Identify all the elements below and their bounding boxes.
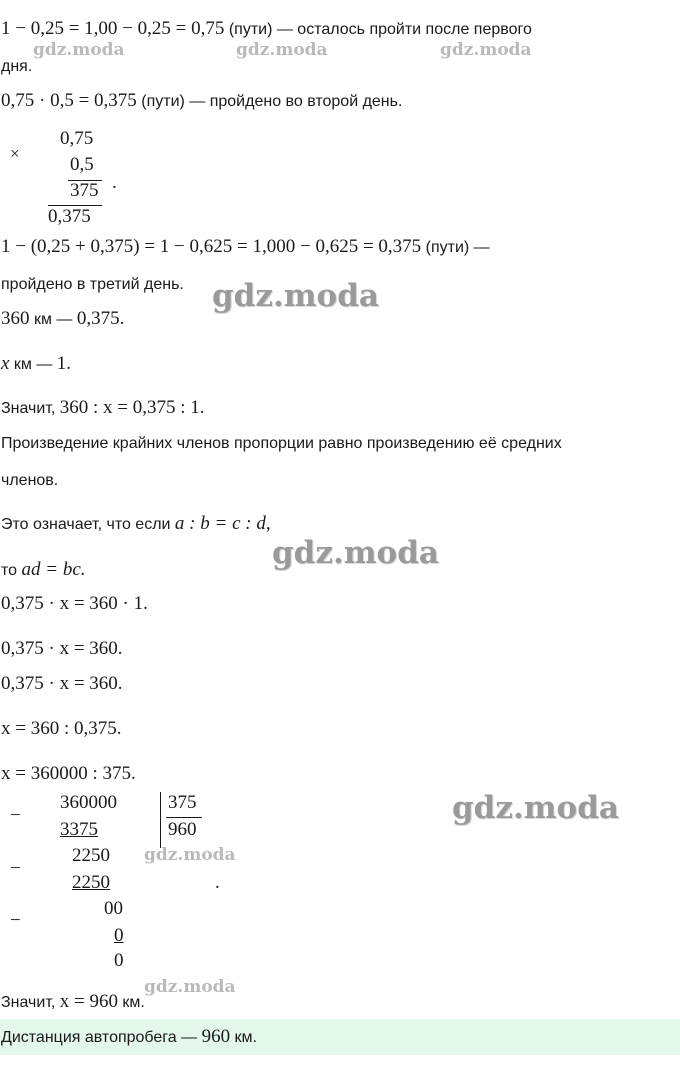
multiply-sign: ×: [10, 144, 20, 163]
line-second-day: [1, 90, 402, 113]
factor-two: 0,5: [70, 154, 94, 175]
subtract-step-1: 3375: [60, 819, 98, 840]
watermark-large: gdz.moda: [452, 790, 619, 826]
trailing-dot: .: [112, 172, 117, 193]
line-rule-statement-end: [1, 470, 58, 492]
text-fragment: (пути) — пройдено во второй день.: [136, 93, 403, 110]
text-fragment: Это означает, что если: [1, 516, 175, 533]
math-expression: x = 960: [59, 991, 118, 1012]
math-expression: 0,75 · 0,5 = 0,375: [1, 90, 137, 111]
text-fragment: то: [1, 562, 22, 579]
math-expression: 360 : x = 0,375 : 1.: [59, 397, 205, 418]
math-number: 0,375.: [76, 308, 125, 329]
watermark: gdz.moda: [144, 977, 236, 997]
watermark: gdz.moda: [236, 40, 328, 60]
watermark-large: gdz.moda: [212, 278, 379, 314]
line-equation-3: [1, 673, 123, 696]
line-x-km: [1, 353, 71, 376]
trailing-dot: .: [215, 872, 220, 893]
line-meaning: [1, 513, 271, 536]
watermark: gdz.moda: [33, 40, 125, 60]
remainder-2: 00: [104, 898, 123, 919]
watermark: gdz.moda: [144, 845, 236, 865]
line-day-word: [1, 56, 32, 78]
text-fragment: пройдено в третий день.: [1, 276, 184, 293]
line-360km: [1, 308, 124, 331]
subtract-step-2: 2250: [72, 872, 110, 893]
math-expression: 1 − 0,25 = 1,00 − 0,25 = 0,75: [1, 18, 225, 39]
line-equation-4: [1, 718, 122, 741]
text-fragment: дня.: [1, 58, 33, 75]
line-equation-1: [1, 593, 148, 616]
math-number: 360: [1, 308, 30, 329]
watermark-large: gdz.moda: [272, 535, 439, 571]
text-fragment: км —: [29, 311, 77, 328]
divisor: 375: [168, 792, 197, 813]
dividend: 360000: [60, 792, 117, 813]
text-fragment: Значит,: [1, 994, 60, 1011]
math-variable: x: [1, 353, 10, 374]
line-remaining-after-day1: [1, 18, 532, 41]
minus-sign: −: [10, 805, 21, 826]
quotient: 960: [168, 819, 197, 840]
text-fragment: км —: [9, 356, 57, 373]
text-fragment: Произведение крайних членов пропорции равно произведению её средних: [1, 435, 562, 452]
math-number: 960: [201, 1026, 231, 1047]
math-number: 1.: [56, 353, 72, 374]
quotient-rule: [166, 817, 202, 818]
answer-line: [1, 1026, 257, 1049]
line-ad-bc: [1, 559, 86, 582]
line-equation-5: [1, 763, 136, 786]
minus-sign: −: [10, 910, 21, 931]
text-fragment: км.: [117, 994, 145, 1011]
math-expression: x = 360000 : 375.: [1, 763, 136, 784]
partial-product: 375: [70, 180, 99, 201]
line-rule-statement: [1, 433, 562, 455]
text-fragment: км.: [230, 1029, 257, 1046]
line-conclusion: [1, 991, 145, 1014]
text-fragment: (пути) —: [421, 239, 490, 256]
math-expression: 0,375 · x = 360.: [1, 673, 123, 694]
text-fragment: Дистанция автопробега —: [1, 1029, 202, 1046]
subtract-step-3: 0: [114, 925, 124, 946]
watermark: gdz.moda: [440, 40, 532, 60]
math-expression: 1 − (0,25 + 0,375) = 1 − 0,625 = 1,000 − 0,625 = 0,375: [1, 236, 422, 257]
math-expression: a : b = c : d,: [174, 513, 271, 534]
line-third-day-calc: [1, 236, 490, 259]
line-equation-2: [1, 638, 123, 661]
factor-one: 0,75: [60, 128, 94, 149]
product-result: 0,375: [48, 206, 91, 227]
math-expression: ad = bc.: [21, 559, 86, 580]
math-expression: x = 360 : 0,375.: [1, 718, 122, 739]
text-fragment: Значит,: [1, 400, 60, 417]
line-proportion: [1, 397, 205, 420]
math-expression: 0,375 · x = 360 · 1.: [1, 593, 148, 614]
division-bar: [160, 792, 161, 848]
math-expression: 0,375 · x = 360.: [1, 638, 123, 659]
minus-sign: −: [10, 858, 21, 879]
line-third-day-text: [1, 274, 184, 296]
remainder-3: 0: [114, 950, 124, 971]
remainder-1: 2250: [72, 845, 110, 866]
text-fragment: членов.: [1, 472, 59, 489]
text-fragment: (пути) — осталось пройти после первого: [224, 21, 532, 38]
